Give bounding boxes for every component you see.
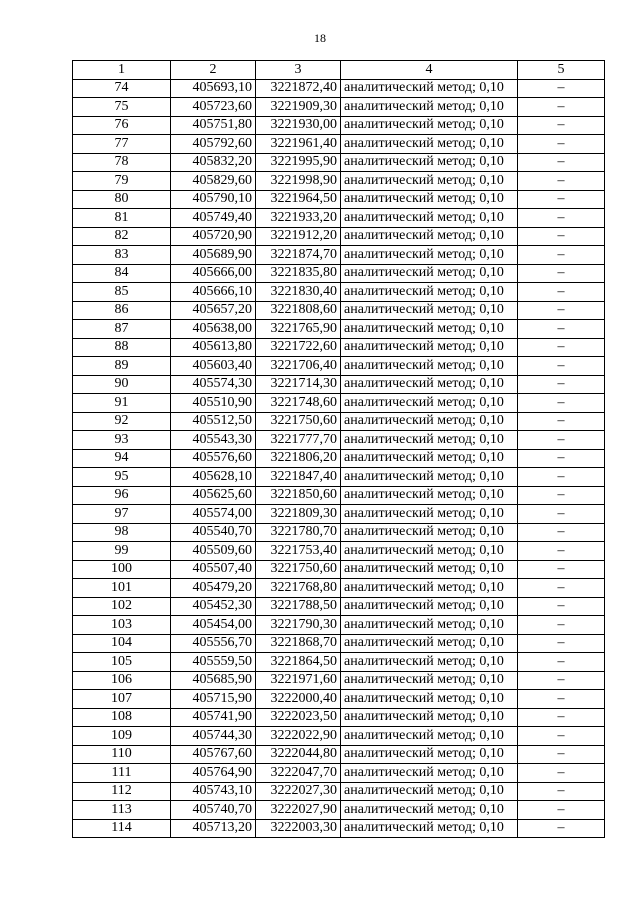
x-coordinate-cell: 405740,70 [171, 801, 256, 820]
table-row [73, 764, 605, 783]
method-accuracy-cell: аналитический метод; 0,10 [341, 745, 518, 764]
table-row [73, 486, 605, 505]
table-row [73, 227, 605, 246]
column-header: 3 [256, 61, 341, 80]
point-number-cell: 106 [73, 671, 171, 690]
point-number-cell: 101 [73, 579, 171, 598]
y-coordinate-cell: 3221714,30 [256, 375, 341, 394]
description-cell: – [518, 616, 605, 635]
method-accuracy-cell: аналитический метод; 0,10 [341, 486, 518, 505]
method-accuracy-cell: аналитический метод; 0,10 [341, 764, 518, 783]
y-coordinate-cell: 3222000,40 [256, 690, 341, 709]
method-accuracy-cell: аналитический метод; 0,10 [341, 597, 518, 616]
method-accuracy-cell: аналитический метод; 0,10 [341, 560, 518, 579]
point-number-cell: 105 [73, 653, 171, 672]
table-row [73, 819, 605, 838]
y-coordinate-cell: 3221864,50 [256, 653, 341, 672]
point-number-cell: 79 [73, 172, 171, 191]
x-coordinate-cell: 405720,90 [171, 227, 256, 246]
table-row [73, 412, 605, 431]
y-coordinate-cell: 3221768,80 [256, 579, 341, 598]
y-coordinate-cell: 3221809,30 [256, 505, 341, 524]
table-row [73, 579, 605, 598]
method-accuracy-cell: аналитический метод; 0,10 [341, 172, 518, 191]
method-accuracy-cell: аналитический метод; 0,10 [341, 338, 518, 357]
point-number-cell: 109 [73, 727, 171, 746]
table-row [73, 98, 605, 117]
y-coordinate-cell: 3221835,80 [256, 264, 341, 283]
table-row [73, 671, 605, 690]
method-accuracy-cell: аналитический метод; 0,10 [341, 449, 518, 468]
method-accuracy-cell: аналитический метод; 0,10 [341, 357, 518, 376]
description-cell: – [518, 597, 605, 616]
y-coordinate-cell: 3222027,90 [256, 801, 341, 820]
point-number-cell: 88 [73, 338, 171, 357]
method-accuracy-cell: аналитический метод; 0,10 [341, 727, 518, 746]
y-coordinate-cell: 3221753,40 [256, 542, 341, 561]
table-row [73, 357, 605, 376]
table-row [73, 745, 605, 764]
x-coordinate-cell: 405749,40 [171, 209, 256, 228]
x-coordinate-cell: 405744,30 [171, 727, 256, 746]
x-coordinate-cell: 405452,30 [171, 597, 256, 616]
description-cell: – [518, 394, 605, 413]
method-accuracy-cell: аналитический метод; 0,10 [341, 394, 518, 413]
point-number-cell: 82 [73, 227, 171, 246]
description-cell: – [518, 153, 605, 172]
point-number-cell: 93 [73, 431, 171, 450]
description-cell: – [518, 79, 605, 98]
table-row [73, 301, 605, 320]
method-accuracy-cell: аналитический метод; 0,10 [341, 653, 518, 672]
method-accuracy-cell: аналитический метод; 0,10 [341, 616, 518, 635]
method-accuracy-cell: аналитический метод; 0,10 [341, 98, 518, 117]
y-coordinate-cell: 3221777,70 [256, 431, 341, 450]
description-cell: – [518, 301, 605, 320]
point-number-cell: 114 [73, 819, 171, 838]
y-coordinate-cell: 3221998,90 [256, 172, 341, 191]
x-coordinate-cell: 405666,00 [171, 264, 256, 283]
point-number-cell: 76 [73, 116, 171, 135]
x-coordinate-cell: 405689,90 [171, 246, 256, 265]
point-number-cell: 104 [73, 634, 171, 653]
method-accuracy-cell: аналитический метод; 0,10 [341, 264, 518, 283]
x-coordinate-cell: 405574,30 [171, 375, 256, 394]
table-row [73, 338, 605, 357]
description-cell: – [518, 375, 605, 394]
method-accuracy-cell: аналитический метод; 0,10 [341, 782, 518, 801]
description-cell: – [518, 727, 605, 746]
point-number-cell: 97 [73, 505, 171, 524]
x-coordinate-cell: 405559,50 [171, 653, 256, 672]
method-accuracy-cell: аналитический метод; 0,10 [341, 542, 518, 561]
method-accuracy-cell: аналитический метод; 0,10 [341, 708, 518, 727]
y-coordinate-cell: 3222023,50 [256, 708, 341, 727]
description-cell: – [518, 782, 605, 801]
y-coordinate-cell: 3221722,60 [256, 338, 341, 357]
column-header: 2 [171, 61, 256, 80]
x-coordinate-cell: 405628,10 [171, 468, 256, 487]
x-coordinate-cell: 405507,40 [171, 560, 256, 579]
method-accuracy-cell: аналитический метод; 0,10 [341, 79, 518, 98]
point-number-cell: 75 [73, 98, 171, 117]
point-number-cell: 107 [73, 690, 171, 709]
description-cell: – [518, 505, 605, 524]
table-row [73, 135, 605, 154]
description-cell: – [518, 819, 605, 838]
description-cell: – [518, 283, 605, 302]
table-row [73, 708, 605, 727]
y-coordinate-cell: 3221790,30 [256, 616, 341, 635]
point-number-cell: 84 [73, 264, 171, 283]
x-coordinate-cell: 405792,60 [171, 135, 256, 154]
description-cell: – [518, 449, 605, 468]
description-cell: – [518, 671, 605, 690]
y-coordinate-cell: 3222047,70 [256, 764, 341, 783]
point-number-cell: 74 [73, 79, 171, 98]
y-coordinate-cell: 3221964,50 [256, 190, 341, 209]
table-row [73, 320, 605, 339]
point-number-cell: 86 [73, 301, 171, 320]
y-coordinate-cell: 3221808,60 [256, 301, 341, 320]
table-row [73, 653, 605, 672]
x-coordinate-cell: 405509,60 [171, 542, 256, 561]
description-cell: – [518, 764, 605, 783]
table-row [73, 801, 605, 820]
description-cell: – [518, 320, 605, 339]
description-cell: – [518, 357, 605, 376]
x-coordinate-cell: 405832,20 [171, 153, 256, 172]
point-number-cell: 81 [73, 209, 171, 228]
table-row [73, 727, 605, 746]
y-coordinate-cell: 3221909,30 [256, 98, 341, 117]
y-coordinate-cell: 3221847,40 [256, 468, 341, 487]
table-row [73, 375, 605, 394]
method-accuracy-cell: аналитический метод; 0,10 [341, 153, 518, 172]
description-cell: – [518, 486, 605, 505]
x-coordinate-cell: 405540,70 [171, 523, 256, 542]
y-coordinate-cell: 3221806,20 [256, 449, 341, 468]
description-cell: – [518, 431, 605, 450]
table-row [73, 523, 605, 542]
point-number-cell: 94 [73, 449, 171, 468]
x-coordinate-cell: 405713,20 [171, 819, 256, 838]
column-header: 1 [73, 61, 171, 80]
point-number-cell: 103 [73, 616, 171, 635]
method-accuracy-cell: аналитический метод; 0,10 [341, 246, 518, 265]
x-coordinate-cell: 405767,60 [171, 745, 256, 764]
x-coordinate-cell: 405685,90 [171, 671, 256, 690]
page-number: 18 [314, 31, 326, 45]
method-accuracy-cell: аналитический метод; 0,10 [341, 135, 518, 154]
x-coordinate-cell: 405790,10 [171, 190, 256, 209]
method-accuracy-cell: аналитический метод; 0,10 [341, 579, 518, 598]
x-coordinate-cell: 405574,00 [171, 505, 256, 524]
table-row [73, 394, 605, 413]
x-coordinate-cell: 405829,60 [171, 172, 256, 191]
y-coordinate-cell: 3221780,70 [256, 523, 341, 542]
point-number-cell: 99 [73, 542, 171, 561]
description-cell: – [518, 209, 605, 228]
description-cell: – [518, 634, 605, 653]
y-coordinate-cell: 3221765,90 [256, 320, 341, 339]
point-number-cell: 80 [73, 190, 171, 209]
method-accuracy-cell: аналитический метод; 0,10 [341, 505, 518, 524]
description-cell: – [518, 801, 605, 820]
description-cell: – [518, 412, 605, 431]
description-cell: – [518, 338, 605, 357]
x-coordinate-cell: 405454,00 [171, 616, 256, 635]
method-accuracy-cell: аналитический метод; 0,10 [341, 801, 518, 820]
description-cell: – [518, 172, 605, 191]
description-cell: – [518, 468, 605, 487]
point-number-cell: 108 [73, 708, 171, 727]
x-coordinate-cell: 405723,60 [171, 98, 256, 117]
table-row [73, 468, 605, 487]
method-accuracy-cell: аналитический метод; 0,10 [341, 523, 518, 542]
table-row [73, 616, 605, 635]
table-row [73, 597, 605, 616]
y-coordinate-cell: 3221750,60 [256, 560, 341, 579]
y-coordinate-cell: 3221788,50 [256, 597, 341, 616]
description-cell: – [518, 579, 605, 598]
point-number-cell: 110 [73, 745, 171, 764]
x-coordinate-cell: 405638,00 [171, 320, 256, 339]
method-accuracy-cell: аналитический метод; 0,10 [341, 320, 518, 339]
description-cell: – [518, 560, 605, 579]
description-cell: – [518, 523, 605, 542]
table-row [73, 153, 605, 172]
point-number-cell: 85 [73, 283, 171, 302]
x-coordinate-cell: 405613,80 [171, 338, 256, 357]
description-cell: – [518, 690, 605, 709]
method-accuracy-cell: аналитический метод; 0,10 [341, 116, 518, 135]
point-number-cell: 95 [73, 468, 171, 487]
x-coordinate-cell: 405603,40 [171, 357, 256, 376]
description-cell: – [518, 116, 605, 135]
x-coordinate-cell: 405764,90 [171, 764, 256, 783]
x-coordinate-cell: 405576,60 [171, 449, 256, 468]
point-number-cell: 77 [73, 135, 171, 154]
point-number-cell: 96 [73, 486, 171, 505]
y-coordinate-cell: 3221748,60 [256, 394, 341, 413]
y-coordinate-cell: 3221872,40 [256, 79, 341, 98]
description-cell: – [518, 98, 605, 117]
point-number-cell: 87 [73, 320, 171, 339]
y-coordinate-cell: 3221850,60 [256, 486, 341, 505]
point-number-cell: 100 [73, 560, 171, 579]
y-coordinate-cell: 3221995,90 [256, 153, 341, 172]
x-coordinate-cell: 405625,60 [171, 486, 256, 505]
table-row [73, 634, 605, 653]
description-cell: – [518, 745, 605, 764]
column-header: 5 [518, 61, 605, 80]
method-accuracy-cell: аналитический метод; 0,10 [341, 283, 518, 302]
description-cell: – [518, 227, 605, 246]
point-number-cell: 113 [73, 801, 171, 820]
table-row [73, 431, 605, 450]
description-cell: – [518, 190, 605, 209]
y-coordinate-cell: 3221930,00 [256, 116, 341, 135]
x-coordinate-cell: 405743,10 [171, 782, 256, 801]
y-coordinate-cell: 3222003,30 [256, 819, 341, 838]
table-row [73, 560, 605, 579]
table-row [73, 79, 605, 98]
x-coordinate-cell: 405556,70 [171, 634, 256, 653]
x-coordinate-cell: 405741,90 [171, 708, 256, 727]
y-coordinate-cell: 3222022,90 [256, 727, 341, 746]
description-cell: – [518, 246, 605, 265]
method-accuracy-cell: аналитический метод; 0,10 [341, 819, 518, 838]
point-number-cell: 111 [73, 764, 171, 783]
method-accuracy-cell: аналитический метод; 0,10 [341, 634, 518, 653]
y-coordinate-cell: 3221971,60 [256, 671, 341, 690]
table-row [73, 690, 605, 709]
table-row [73, 246, 605, 265]
x-coordinate-cell: 405510,90 [171, 394, 256, 413]
method-accuracy-cell: аналитический метод; 0,10 [341, 227, 518, 246]
x-coordinate-cell: 405543,30 [171, 431, 256, 450]
y-coordinate-cell: 3222044,80 [256, 745, 341, 764]
table-row [73, 116, 605, 135]
method-accuracy-cell: аналитический метод; 0,10 [341, 690, 518, 709]
point-number-cell: 98 [73, 523, 171, 542]
description-cell: – [518, 135, 605, 154]
point-number-cell: 83 [73, 246, 171, 265]
method-accuracy-cell: аналитический метод; 0,10 [341, 412, 518, 431]
description-cell: – [518, 653, 605, 672]
description-cell: – [518, 708, 605, 727]
description-cell: – [518, 542, 605, 561]
description-cell: – [518, 264, 605, 283]
table-row [73, 209, 605, 228]
y-coordinate-cell: 3221750,60 [256, 412, 341, 431]
point-number-cell: 92 [73, 412, 171, 431]
table-row [73, 264, 605, 283]
table-row [73, 505, 605, 524]
y-coordinate-cell: 3221830,40 [256, 283, 341, 302]
table-row [73, 449, 605, 468]
x-coordinate-cell: 405657,20 [171, 301, 256, 320]
point-number-cell: 102 [73, 597, 171, 616]
x-coordinate-cell: 405693,10 [171, 79, 256, 98]
point-number-cell: 91 [73, 394, 171, 413]
x-coordinate-cell: 405512,50 [171, 412, 256, 431]
x-coordinate-cell: 405666,10 [171, 283, 256, 302]
method-accuracy-cell: аналитический метод; 0,10 [341, 375, 518, 394]
point-number-cell: 112 [73, 782, 171, 801]
point-number-cell: 89 [73, 357, 171, 376]
y-coordinate-cell: 3221874,70 [256, 246, 341, 265]
column-header: 4 [341, 61, 518, 80]
method-accuracy-cell: аналитический метод; 0,10 [341, 209, 518, 228]
x-coordinate-cell: 405751,80 [171, 116, 256, 135]
table-body [73, 79, 605, 838]
method-accuracy-cell: аналитический метод; 0,10 [341, 468, 518, 487]
table-row [73, 190, 605, 209]
y-coordinate-cell: 3222027,30 [256, 782, 341, 801]
y-coordinate-cell: 3221933,20 [256, 209, 341, 228]
table-row [73, 542, 605, 561]
method-accuracy-cell: аналитический метод; 0,10 [341, 301, 518, 320]
x-coordinate-cell: 405479,20 [171, 579, 256, 598]
method-accuracy-cell: аналитический метод; 0,10 [341, 671, 518, 690]
x-coordinate-cell: 405715,90 [171, 690, 256, 709]
coordinates-table [72, 60, 605, 838]
table-header-row [73, 61, 605, 80]
point-number-cell: 90 [73, 375, 171, 394]
point-number-cell: 78 [73, 153, 171, 172]
y-coordinate-cell: 3221961,40 [256, 135, 341, 154]
method-accuracy-cell: аналитический метод; 0,10 [341, 190, 518, 209]
y-coordinate-cell: 3221868,70 [256, 634, 341, 653]
method-accuracy-cell: аналитический метод; 0,10 [341, 431, 518, 450]
table-row [73, 283, 605, 302]
y-coordinate-cell: 3221912,20 [256, 227, 341, 246]
y-coordinate-cell: 3221706,40 [256, 357, 341, 376]
table-row [73, 172, 605, 191]
table-row [73, 782, 605, 801]
